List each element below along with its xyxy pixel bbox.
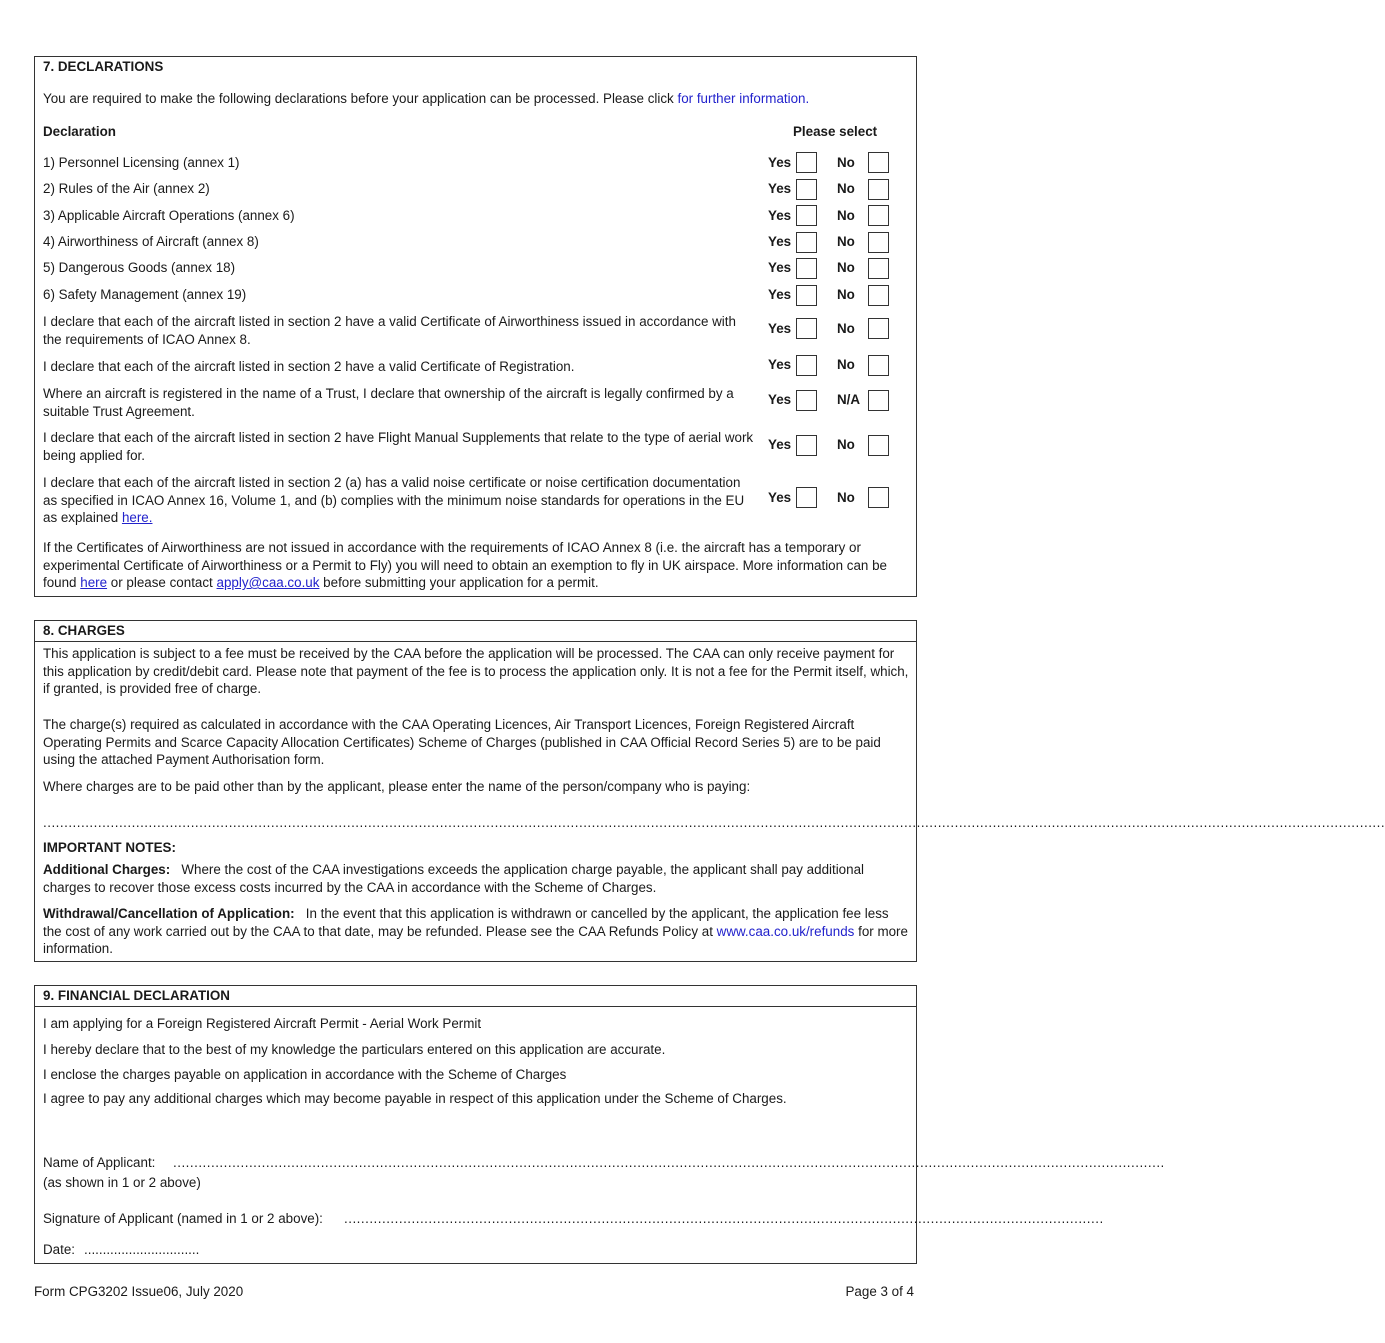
row-11-yes-checkbox[interactable] (796, 487, 817, 508)
row-6-no-checkbox[interactable] (868, 285, 889, 306)
declaration-row-9: Where an aircraft is registered in the name of a Trust, I declare that ownership of the aircraft is legally confirmed by a suitable Trust Agreement. (43, 386, 734, 419)
no-label: No (837, 208, 855, 223)
row-2-no-checkbox[interactable] (868, 179, 889, 200)
declaration-row-8: I declare that each of the aircraft listed in section 2 have a valid Certificate of Registration. (43, 359, 575, 374)
no-label: No (837, 287, 855, 302)
footer-note-text: or please contact (110, 575, 213, 590)
yes-label: Yes (768, 321, 792, 336)
declaration-column-header: Declaration (43, 124, 116, 139)
row-5-yes-checkbox[interactable] (796, 258, 817, 279)
additional-charges-text: Where the cost of the CAA investigations exceeds the application charge payable, the applicant shall pay additional charges to recover those excess costs incurred by the CAA in accordance with the Scheme of Charges. (43, 862, 864, 895)
no-label: No (837, 260, 855, 275)
further-info-link[interactable]: for further information. (677, 91, 810, 106)
no-label: No (837, 357, 855, 372)
row-2-yes-checkbox[interactable] (796, 179, 817, 200)
row-6-yes-checkbox[interactable] (796, 285, 817, 306)
row-11-no-checkbox[interactable] (868, 487, 889, 508)
row-10-yes-checkbox[interactable] (796, 435, 817, 456)
row-8-yes-checkbox[interactable] (796, 355, 817, 376)
declaration-row-11 (43, 474, 755, 527)
important-notes-title: IMPORTANT NOTES: (43, 840, 176, 855)
declaration-row-5: 5) Dangerous Goods (annex 18) (43, 260, 236, 275)
yes-label: Yes (768, 155, 792, 170)
yes-label: Yes (768, 260, 792, 275)
row-7-no-checkbox[interactable] (868, 318, 889, 339)
row-7-yes-checkbox[interactable] (796, 318, 817, 339)
yes-label: Yes (768, 181, 792, 196)
declaration-row-4: 4) Airworthiness of Aircraft (annex 8) (43, 234, 259, 249)
section-7-title: 7. DECLARATIONS (43, 59, 164, 74)
charges-paragraph-3: Where charges are to be paid other than by the applicant, please enter the name of the person/company who is paying: (43, 779, 751, 794)
applicant-name-field[interactable]: ........................................................................................................................................................................................................................................... (173, 1155, 1165, 1170)
declaration-row-10: I declare that each of the aircraft listed in section 2 have Flight Manual Supplements that relate to the type of aerial work being applied for. (43, 430, 754, 463)
section-7-footer-note (43, 539, 909, 592)
withdrawal-note (43, 905, 909, 958)
section-9-title: 9. FINANCIAL DECLARATION (43, 988, 230, 1003)
date-field[interactable]: ............................... (84, 1242, 200, 1257)
additional-charges-label: Additional Charges: (43, 862, 171, 877)
row-4-no-checkbox[interactable] (868, 232, 889, 253)
row-9-yes-checkbox[interactable] (796, 390, 817, 411)
page-number: Page 3 of 4 (845, 1284, 914, 1299)
footer-note-text: before submitting your application for a permit. (323, 575, 599, 590)
na-label: N/A (837, 392, 861, 407)
no-label: No (837, 181, 855, 196)
yes-label: Yes (768, 357, 792, 372)
withdrawal-label: Withdrawal/Cancellation of Application: (43, 906, 295, 921)
yes-label: Yes (768, 392, 792, 407)
declaration-row-1: 1) Personnel Licensing (annex 1) (43, 155, 240, 170)
declaration-row-7: I declare that each of the aircraft listed in section 2 have a valid Certificate of Airworthiness issued in accordance with the requirements of ICAO Annex 8. (43, 314, 736, 347)
financial-line-3: I enclose the charges payable on application in accordance with the Scheme of Charges (43, 1067, 567, 1082)
signature-label: Signature of Applicant (named in 1 or 2 above): (43, 1211, 323, 1226)
row-8-no-checkbox[interactable] (868, 355, 889, 376)
withdrawal-tail: for more information. (43, 923, 908, 956)
date-label: Date: (43, 1242, 76, 1257)
no-label: No (837, 321, 855, 336)
row-1-yes-checkbox[interactable] (796, 152, 817, 173)
row-1-no-checkbox[interactable] (868, 152, 889, 173)
refunds-policy-link[interactable]: www.caa.co.uk/refunds (716, 923, 855, 939)
noise-standards-link[interactable]: here. (121, 510, 153, 525)
declaration-row-6: 6) Safety Management (annex 19) (43, 287, 247, 302)
row-11-text: I declare that each of the aircraft listed in section 2 (a) has a valid noise certificate or noise certification documentation as specified in ICAO Annex 16, Volume 1, and (b) complies with the minimum noise standards for operations in the EU as explained (43, 475, 745, 525)
withdrawal-text: In the event that this application is withdrawn or cancelled by the applicant, the application fee less the cost of any work carried out by the CAA to that date, may be refunded. Please see the CAA Refunds Policy at (43, 906, 889, 939)
form-reference: Form CPG3202 Issue06, July 2020 (34, 1284, 244, 1299)
exemption-info-link[interactable]: here (80, 575, 108, 590)
declaration-row-3: 3) Applicable Aircraft Operations (annex 6) (43, 208, 295, 223)
charges-paragraph-2: The charge(s) required as calculated in accordance with the CAA Operating Licences, Air Transport Licences, Foreign Registered Aircraft Operating Permits and Scarce Capacity Allocation Certificates) Scheme of Charges (published in CAA Official Record Series 5) are to be paid using the attached Payment Authorisation form. (43, 717, 881, 767)
signature-field[interactable]: .................................................................................................................................................................................... (344, 1211, 1104, 1226)
no-label: No (837, 234, 855, 249)
payer-name-field[interactable]: .............................................................................................................................................................................................................................................................................................................................. (43, 815, 1385, 830)
row-10-no-checkbox[interactable] (868, 435, 889, 456)
yes-label: Yes (768, 490, 792, 505)
row-9-na-checkbox[interactable] (868, 390, 889, 411)
intro-text: You are required to make the following declarations before your application can be processed. Please click (43, 91, 674, 106)
financial-line-2: I hereby declare that to the best of my knowledge the particulars entered on this application are accurate. (43, 1042, 666, 1057)
row-5-no-checkbox[interactable] (868, 258, 889, 279)
applicant-name-label: Name of Applicant: (43, 1155, 156, 1170)
no-label: No (837, 437, 855, 452)
yes-label: Yes (768, 287, 792, 302)
no-label: No (837, 490, 855, 505)
yes-label: Yes (768, 437, 792, 452)
row-4-yes-checkbox[interactable] (796, 232, 817, 253)
section-9-header-divider (34, 1006, 916, 1007)
yes-label: Yes (768, 208, 792, 223)
financial-line-1: I am applying for a Foreign Registered Aircraft Permit - Aerial Work Permit (43, 1016, 482, 1031)
apply-email-link[interactable]: apply@caa.co.uk (216, 575, 320, 590)
section-8-title: 8. CHARGES (43, 623, 125, 638)
no-label: No (837, 155, 855, 170)
row-3-yes-checkbox[interactable] (796, 205, 817, 226)
please-select-column-header: Please select (793, 124, 878, 139)
financial-line-4: I agree to pay any additional charges which may become payable in respect of this application under the Scheme of Charges. (43, 1091, 787, 1106)
declaration-row-2: 2) Rules of the Air (annex 2) (43, 181, 210, 196)
row-3-no-checkbox[interactable] (868, 205, 889, 226)
footer-note-text: If the Certificates of Airworthiness are not issued in accordance with the requirements of ICAO Annex 8 (i.e. the aircraft has a temporary or experimental Certificate of Airworthiness or a Permit to Fly) you will need to obtain an exemption to fly in UK airspace. More information can be found (43, 540, 887, 590)
section-8-header-divider (34, 641, 916, 642)
applicant-name-note: (as shown in 1 or 2 above) (43, 1175, 201, 1190)
yes-label: Yes (768, 234, 792, 249)
section-7-intro (43, 91, 809, 106)
additional-charges-note (43, 861, 909, 896)
charges-paragraph-1: This application is subject to a fee must be received by the CAA before the application will be processed. The CAA can only receive payment for this application by credit/debit card. Please note that payment of the fee is to process the application only. It is not a fee for the Permit itself, which, if granted, is provided free of charge. (43, 646, 909, 696)
